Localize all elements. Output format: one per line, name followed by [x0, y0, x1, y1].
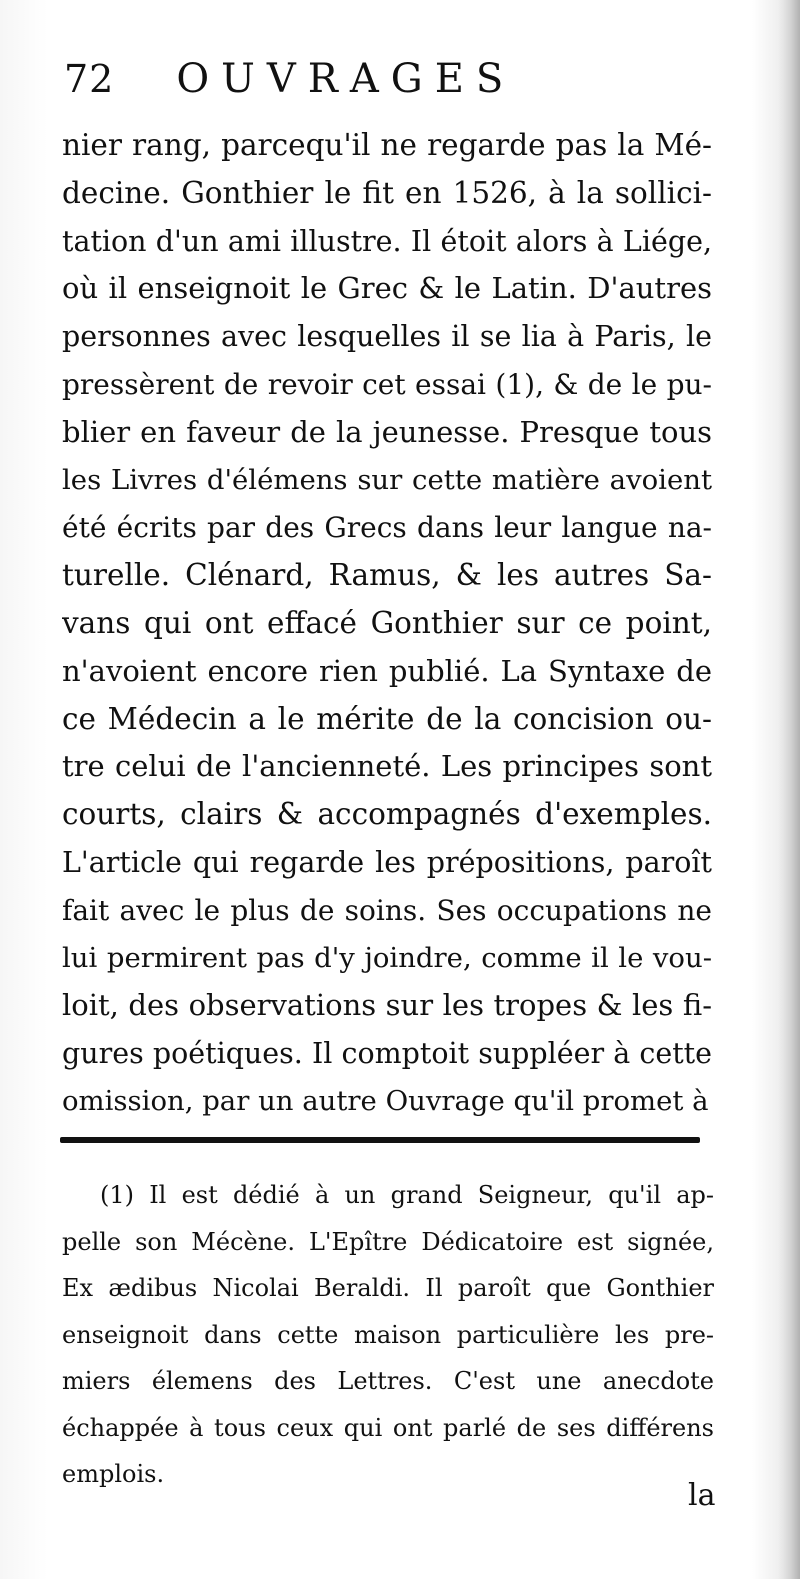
- text-line: decine. Gonthier le fit en 1526, à la sollici-: [62, 175, 712, 210]
- text-line: gures poétiques. Il comptoit suppléer à cette: [62, 1037, 712, 1071]
- text-line: fait avec le plus de soins. Ses occupations ne: [62, 893, 712, 927]
- footnote-rule: [60, 1137, 700, 1143]
- text-line: vans qui ont effacé Gonthier sur ce point,: [62, 605, 712, 640]
- running-title: OUVRAGES: [176, 56, 516, 102]
- text-line: les Livres d'élémens sur cette matière avoient: [62, 463, 712, 496]
- page-edge-shadow: [778, 0, 800, 1579]
- text-line: personnes avec lesquelles il se lia à Paris, le: [62, 320, 712, 354]
- catchword: la: [688, 1478, 716, 1513]
- page-number: 72: [64, 57, 115, 101]
- text-line: n'avoient encore rien publié. La Syntaxe de: [62, 653, 712, 688]
- footnote-line: Ex ædibus Nicolai Beraldi. Il paroît que Gonthier: [62, 1274, 714, 1302]
- text-line: lui permirent pas d'y joindre, comme il le vou-: [62, 941, 712, 974]
- text-line: turelle. Clénard, Ramus, & les autres Sa-: [62, 558, 712, 593]
- text-line: été écrits par des Grecs dans leur langue na-: [62, 511, 712, 545]
- text-line: tre celui de l'ancienneté. Les principes sont: [62, 749, 712, 784]
- footnote-line: enseignoit dans cette maison particulière les pre-: [62, 1320, 714, 1349]
- text-line: blier en faveur de la jeunesse. Presque tous: [62, 414, 712, 449]
- text-line: nier rang, parcequ'il ne regarde pas la Mé-: [62, 128, 712, 162]
- text-line: L'article qui regarde les prépositions, paroît: [62, 845, 712, 879]
- text-line: omission, par un autre Ouvrage qu'il promet à: [62, 1084, 709, 1117]
- page-header: [64, 56, 724, 116]
- footnote: [62, 1172, 714, 1498]
- text-line: ce Médecin a le mérite de la concision ou-: [62, 701, 712, 736]
- main-text: [62, 122, 712, 1126]
- footnote-line: emplois.: [62, 1460, 165, 1488]
- footnote-line: (1) Il est dédié à un grand Seigneur, qu'il ap-: [100, 1181, 714, 1209]
- text-line: pressèrent de revoir cet essai (1), & de le pu-: [62, 367, 712, 401]
- text-line: courts, clairs & accompagnés d'exemples.: [62, 797, 712, 832]
- text-line: loit, des observations sur les tropes & les fi-: [62, 988, 712, 1023]
- footnote-line: échappée à tous ceux qui ont parlé de ses différens: [62, 1413, 714, 1442]
- footnote-line: pelle son Mécène. L'Epître Dédicatoire est signée,: [62, 1227, 714, 1256]
- text-line: tation d'un ami illustre. Il étoit alors à Liége,: [62, 224, 712, 258]
- footnote-line: miers élemens des Lettres. C'est une anecdote: [62, 1367, 714, 1395]
- text-line: où il enseignoit le Grec & le Latin. D'autres: [62, 271, 712, 306]
